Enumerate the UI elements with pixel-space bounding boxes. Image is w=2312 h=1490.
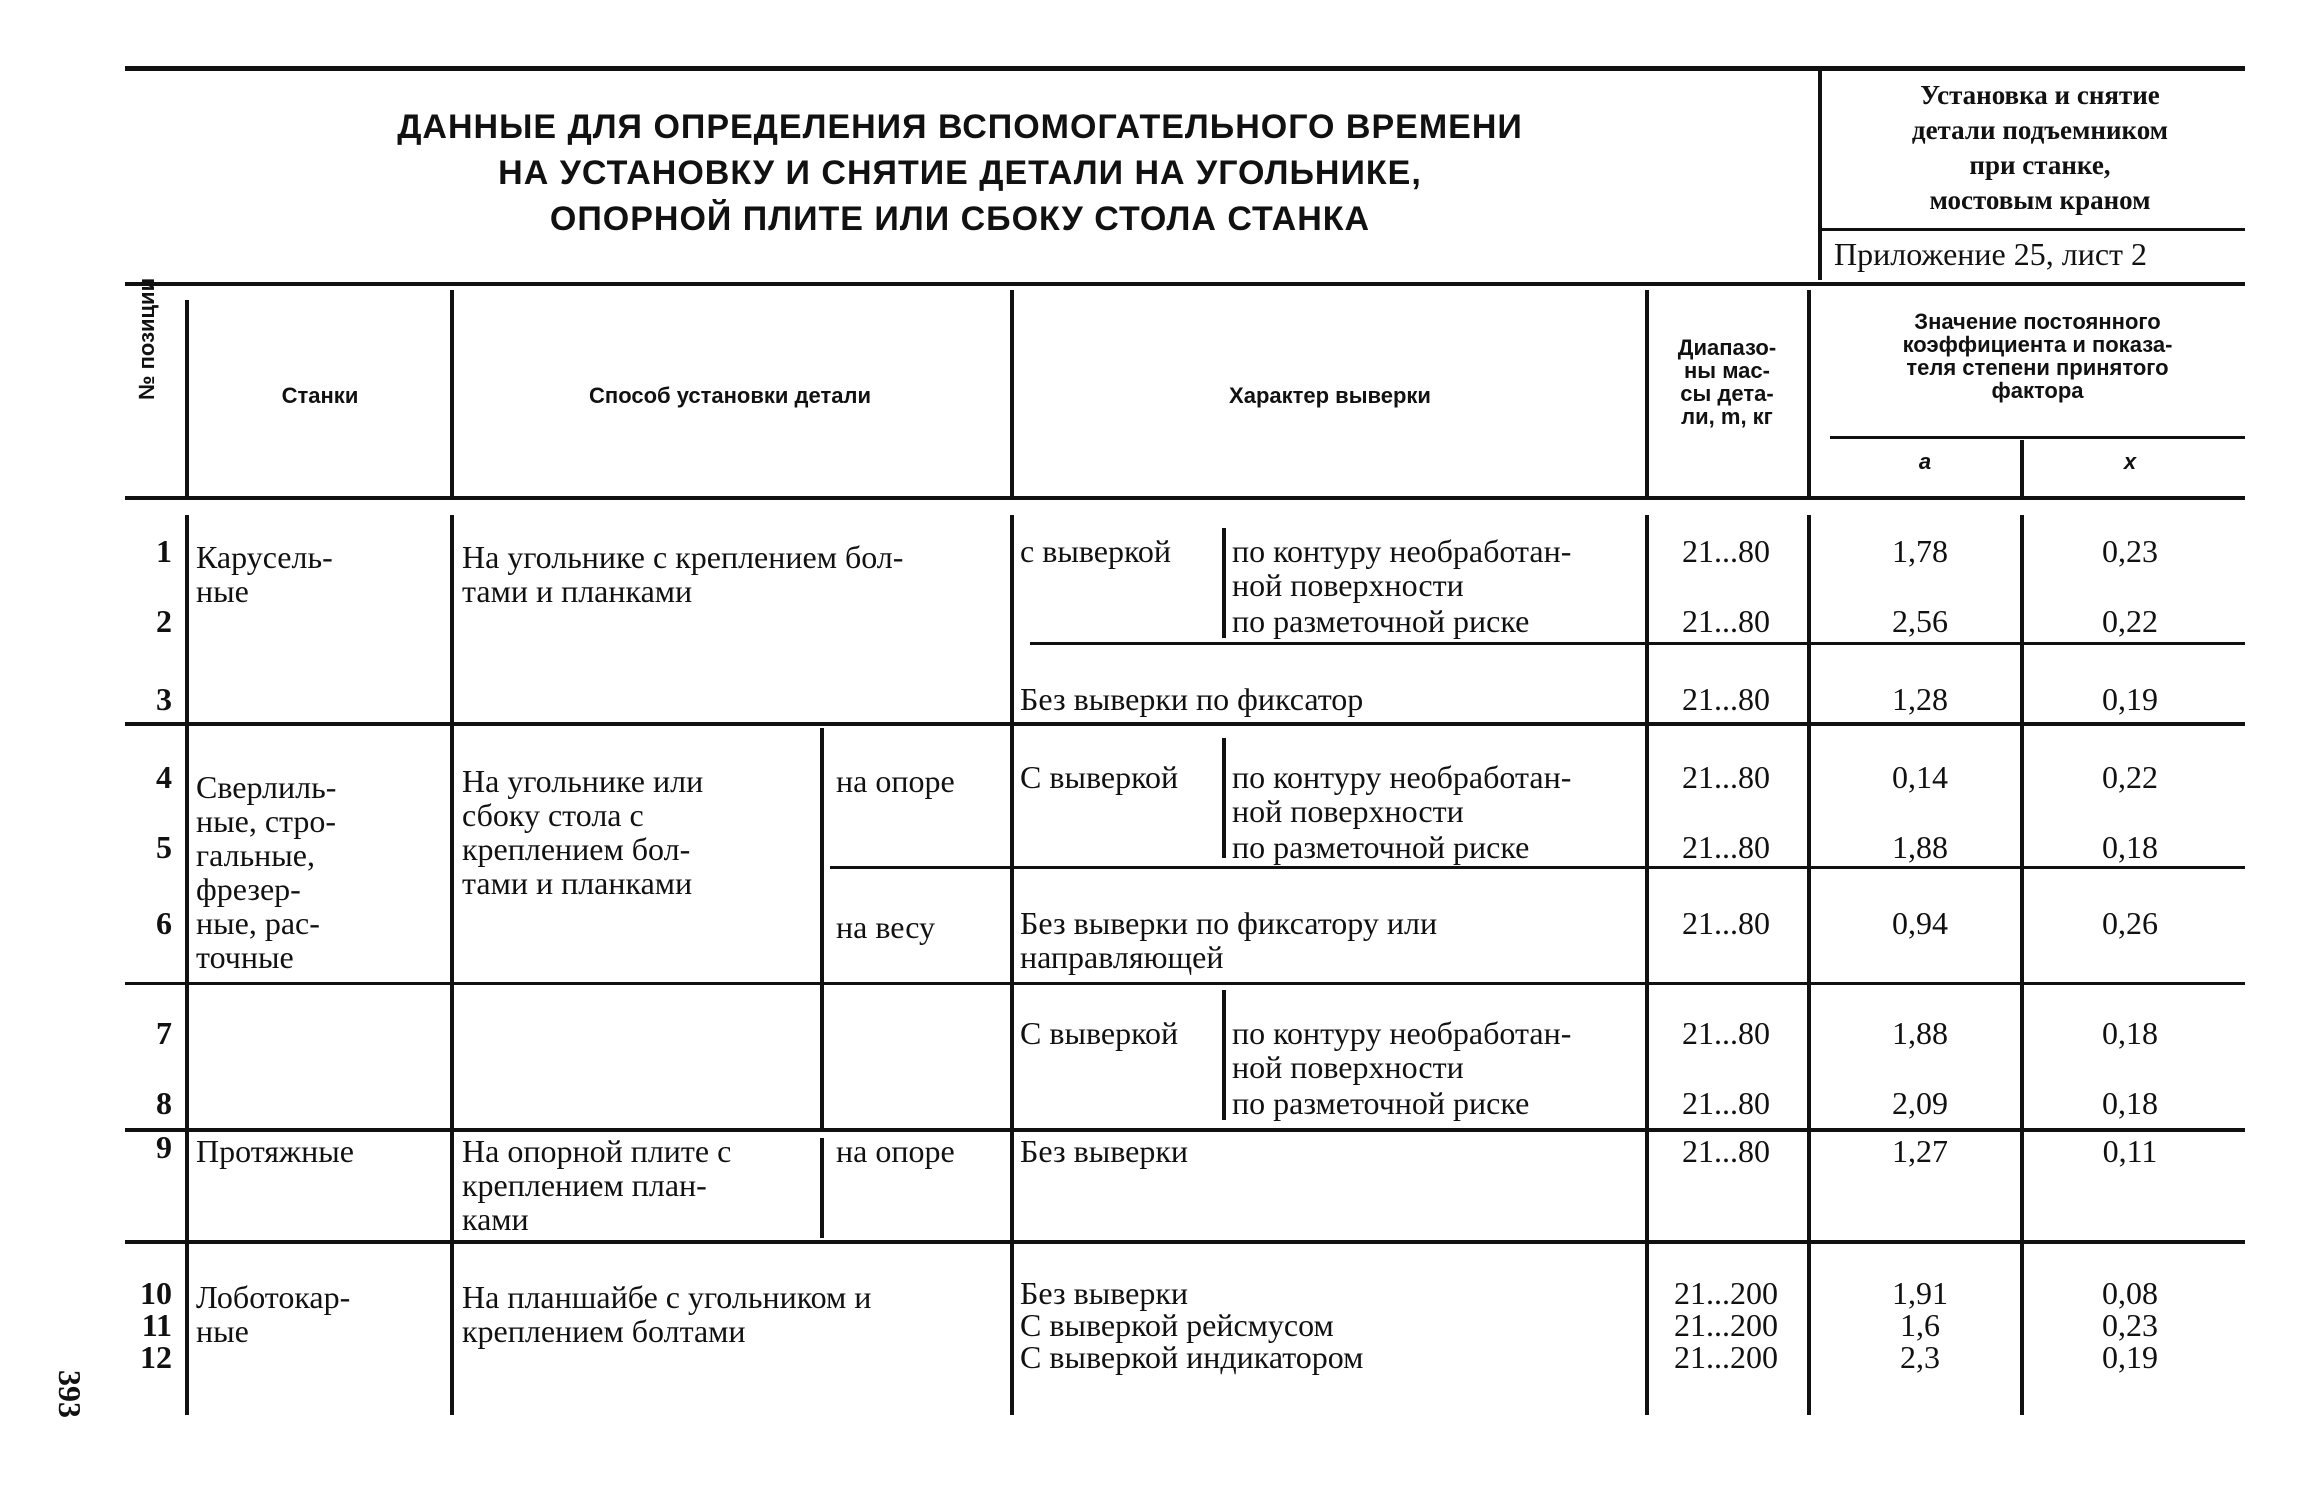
machine-drilling: Сверлиль- ные, стро- гальные, фрезер- ные, рас- точные <box>196 769 337 975</box>
row-3-pos: 3 <box>156 681 172 717</box>
row-12-a: 2,3 <box>1900 1339 1940 1375</box>
method-header: Способ установки детали <box>589 383 871 408</box>
coef-ax-divider-head <box>2020 440 2024 496</box>
row-12-x: 0,19 <box>2102 1339 2158 1375</box>
subdivider-contour-2 <box>1222 738 1226 858</box>
machines-header: Станки <box>281 383 359 408</box>
method-group-2: На угольнике или сбоку стола с креплением бол- тами и планками <box>462 763 704 901</box>
machine-broaching: Протяжные <box>196 1133 354 1169</box>
row-5-x: 0,18 <box>2102 829 2158 865</box>
mass-range-header: Диапазо- ны мас- сы дета- ли, m, кг <box>1677 335 1777 429</box>
method-on-weight: на весу <box>836 909 936 945</box>
row-5-a: 1,88 <box>1892 829 1948 865</box>
page-title: ДАННЫЕ ДЛЯ ОПРЕДЕЛЕНИЯ ВСПОМОГАТЕЛЬНОГО ВРЕМЕНИ НА УСТАНОВКУ И СНЯТИЕ ДЕТАЛИ НА УГОЛЬНИКЕ, ОПОРНОЙ ПЛИТЕ ИЛИ СБОКУ СТОЛА СТАНКА <box>397 108 1523 238</box>
row-7-range: 21...80 <box>1682 1015 1770 1051</box>
row-5-pos: 5 <box>156 829 172 865</box>
row-6-a: 0,94 <box>1892 905 1948 941</box>
page-number: 393 <box>52 1370 88 1418</box>
title-box-caption: Установка и снятие детали подъемником при станке, мостовым краном <box>1911 80 2169 215</box>
position-header: № позиции <box>134 277 159 400</box>
subdivider-support-g2 <box>820 728 824 1128</box>
appendix-label: Приложение 25, лист 2 <box>1834 236 2148 272</box>
row-5-range: 21...80 <box>1682 829 1770 865</box>
row-7-pos: 7 <box>156 1015 172 1051</box>
title-box-divider <box>1818 66 1822 280</box>
machine-carousel: Карусель- ные <box>196 539 333 609</box>
row-10-a: 1,91 <box>1892 1275 1948 1311</box>
method-on-support-1: на опоре <box>836 763 955 799</box>
row-9-x: 0,11 <box>2102 1133 2158 1169</box>
row-4-pos: 4 <box>156 759 172 795</box>
method-group-1: На угольнике с креплением бол- тами и планками <box>462 539 904 609</box>
method-on-support-2: на опоре <box>836 1133 955 1169</box>
row-10-x: 0,08 <box>2102 1275 2158 1311</box>
header-bottom-rule <box>125 496 2245 500</box>
align-mark-1: по разметочной риске <box>1232 603 1530 639</box>
body-divider-range <box>1645 515 1649 1415</box>
align-row-1: с выверкой <box>1020 533 1171 569</box>
subdivider-contour-3 <box>1222 990 1226 1120</box>
align-mark-3: по разметочной риске <box>1232 1085 1530 1121</box>
alignment-header: Характер выверки <box>1229 383 1431 408</box>
top-rule <box>125 66 2245 71</box>
row-3-x: 0,19 <box>2102 681 2158 717</box>
row-8-x: 0,18 <box>2102 1085 2158 1121</box>
row-1-x: 0,23 <box>2102 533 2158 569</box>
row-4-range: 21...80 <box>1682 759 1770 795</box>
align-row-9: Без выверки <box>1020 1133 1189 1169</box>
row-1-range: 21...80 <box>1682 533 1770 569</box>
row-12-pos: 12 <box>140 1339 172 1375</box>
coef-subheader-rule <box>1830 436 2245 439</box>
col-divider-3 <box>1010 290 1014 496</box>
rule-after-row-6 <box>125 982 2245 985</box>
align-row-12: С выверкой индикатором <box>1020 1339 1364 1375</box>
align-contour-1: по контуру необработан- ной поверхности <box>1232 533 1572 603</box>
body-divider-machines <box>185 515 189 1415</box>
col-divider-5 <box>1807 290 1811 496</box>
row-2-a: 2,56 <box>1892 603 1948 639</box>
align-row-3: Без выверки по фиксатор <box>1020 681 1364 717</box>
rule-after-row-9 <box>125 1240 2245 1244</box>
row-4-x: 0,22 <box>2102 759 2158 795</box>
rule-after-row-5 <box>830 866 2245 869</box>
coef-group-header: Значение постоянного коэффициента и показа- теля степени принятого фактора <box>1902 309 2173 403</box>
rule-after-row-8 <box>125 1128 2245 1132</box>
x-header: x <box>2123 449 2137 474</box>
align-mark-2: по разметочной риске <box>1232 829 1530 865</box>
row-6-pos: 6 <box>156 905 172 941</box>
row-10-pos: 10 <box>140 1275 172 1311</box>
body-divider-method <box>450 515 454 1415</box>
row-2-x: 0,22 <box>2102 603 2158 639</box>
row-10-range: 21...200 <box>1674 1275 1778 1311</box>
row-11-range: 21...200 <box>1674 1307 1778 1343</box>
row-7-x: 0,18 <box>2102 1015 2158 1051</box>
row-9-a: 1,27 <box>1892 1133 1948 1169</box>
row-11-x: 0,23 <box>2102 1307 2158 1343</box>
align-contour-3: по контуру необработан- ной поверхности <box>1232 1015 1572 1085</box>
row-9-pos: 9 <box>156 1129 172 1165</box>
method-group-4: На планшайбе с угольником и креплением болтами <box>462 1279 872 1349</box>
col-divider-1 <box>185 300 189 496</box>
row-7-a: 1,88 <box>1892 1015 1948 1051</box>
row-6-x: 0,26 <box>2102 905 2158 941</box>
row-1-pos: 1 <box>156 533 172 569</box>
row-4-a: 0,14 <box>1892 759 1948 795</box>
subdivider-contour-1 <box>1222 528 1226 638</box>
row-11-a: 1,6 <box>1900 1307 1940 1343</box>
row-12-range: 21...200 <box>1674 1339 1778 1375</box>
machine-faceplate: Лоботокар- ные <box>196 1279 351 1349</box>
body-divider-alignment <box>1010 515 1014 1415</box>
align-row-4: С выверкой <box>1020 759 1179 795</box>
body-divider-coef <box>1807 515 1811 1415</box>
align-contour-2: по контуру необработан- ной поверхности <box>1232 759 1572 829</box>
title-box-rule <box>1822 228 2245 231</box>
align-row-11: С выверкой рейсмусом <box>1020 1307 1334 1343</box>
row-8-range: 21...80 <box>1682 1085 1770 1121</box>
method-group-3: На опорной плите с креплением план- ками <box>462 1133 732 1237</box>
rule-after-row-3 <box>125 722 2245 726</box>
col-divider-2 <box>450 290 454 496</box>
row-3-a: 1,28 <box>1892 681 1948 717</box>
row-9-range: 21...80 <box>1682 1133 1770 1169</box>
rule-after-row-2 <box>1030 642 2245 645</box>
row-2-pos: 2 <box>156 603 172 639</box>
col-divider-4 <box>1645 290 1649 496</box>
row-6-range: 21...80 <box>1682 905 1770 941</box>
a-header: a <box>1918 449 1932 474</box>
align-row-6: Без выверки по фиксатору или направляющей <box>1020 905 1438 975</box>
row-8-pos: 8 <box>156 1085 172 1121</box>
header-top-rule <box>125 282 2245 286</box>
align-row-7: С выверкой <box>1020 1015 1179 1051</box>
row-1-a: 1,78 <box>1892 533 1948 569</box>
align-row-10: Без выверки <box>1020 1275 1189 1311</box>
row-11-pos: 11 <box>141 1307 172 1343</box>
body-divider-ax <box>2020 515 2024 1415</box>
row-3-range: 21...80 <box>1682 681 1770 717</box>
row-2-range: 21...80 <box>1682 603 1770 639</box>
row-8-a: 2,09 <box>1892 1085 1948 1121</box>
subdivider-support-g3 <box>820 1138 824 1238</box>
